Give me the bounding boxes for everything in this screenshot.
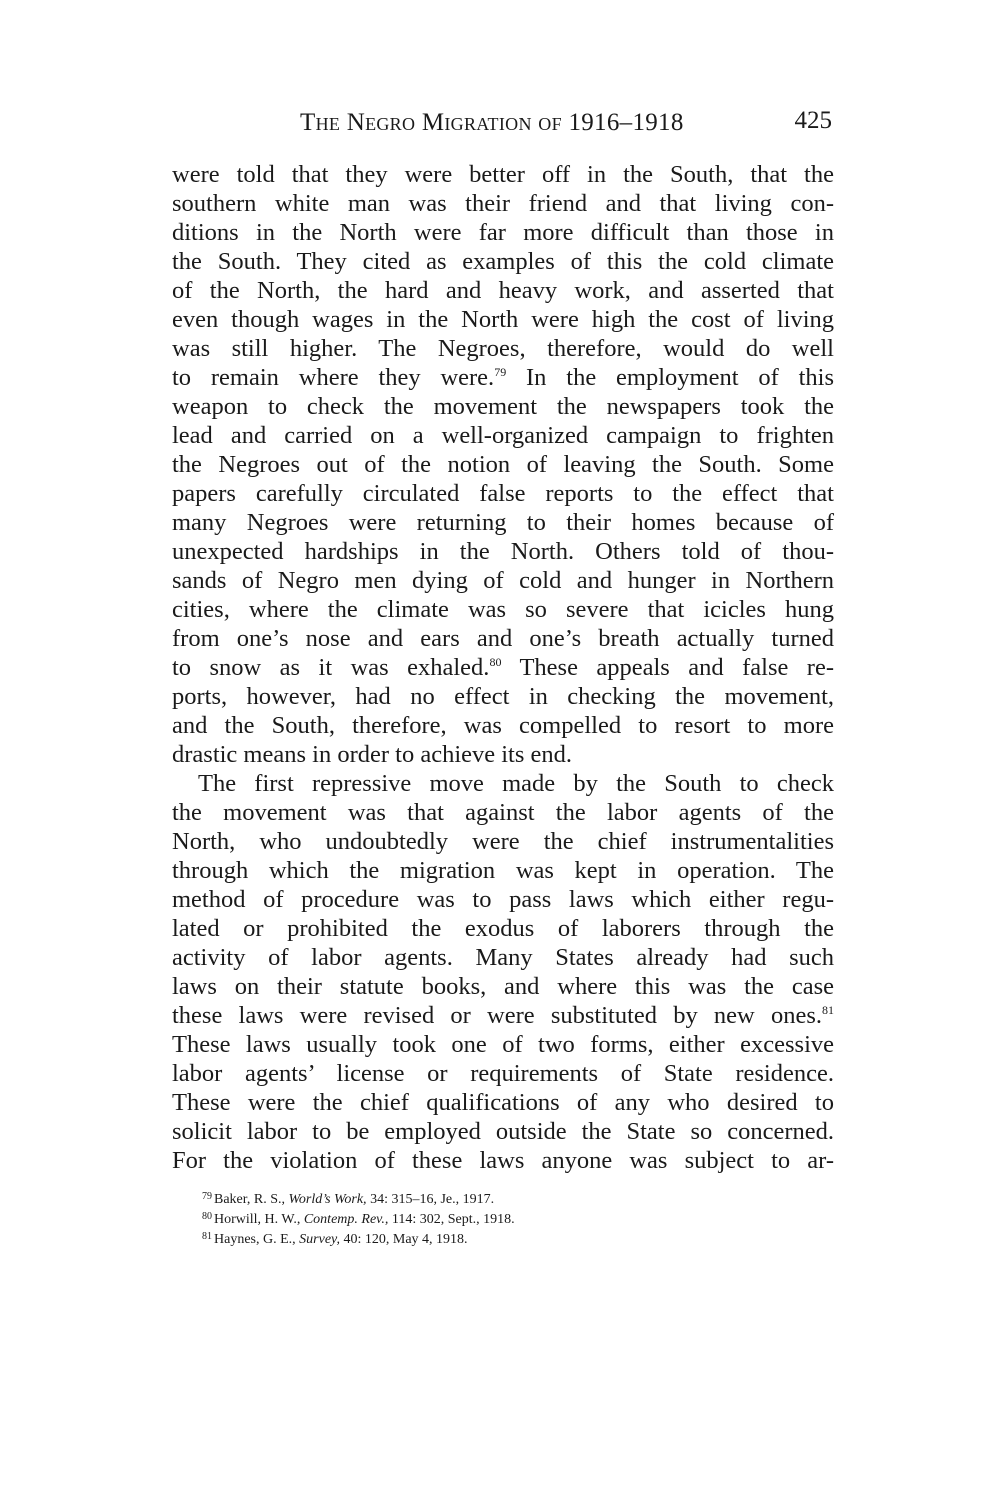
text-line: from one’s nose and ears and one’s breath actually turned: [172, 625, 834, 652]
text-line: solicit labor to be employed outside the State so concerned.: [172, 1118, 834, 1145]
text-line: was still higher. The Negroes, therefore, would do well: [172, 335, 834, 362]
footnote-number: 80: [202, 1211, 212, 1222]
running-title: The Negro Migration of 1916–1918: [300, 109, 684, 136]
text-line: the movement was that against the labor agents of the: [172, 799, 834, 826]
footnote-citation: 34: 315–16, Je., 1917.: [366, 1192, 495, 1207]
text-line: The first repressive move made by the South to check: [198, 770, 834, 797]
text-line: the Negroes out of the notion of leaving the South. Some: [172, 451, 834, 478]
text-line: laws on their statute books, and where this was the case: [172, 973, 834, 1000]
footnote-author: Horwill, H. W.,: [214, 1212, 304, 1227]
text-line: of the North, the hard and heavy work, and asserted that: [172, 277, 834, 304]
footnotes: [172, 1187, 834, 1247]
text-line: activity of labor agents. Many States already had such: [172, 944, 834, 971]
text-line: papers carefully circulated false reports to the effect that: [172, 480, 834, 507]
text-line: lated or prohibited the exodus of laborers through the: [172, 915, 834, 942]
footnote-80: [172, 1207, 834, 1227]
footnote-source-title: Contemp. Rev.,: [303, 1212, 389, 1227]
text-line: labor agents’ license or requirements of State residence.: [172, 1060, 834, 1087]
text-segment: these laws were revised or were substituted by new ones.: [172, 1002, 822, 1029]
footnote-author: Haynes, G. E.,: [214, 1232, 300, 1247]
text-line: These were the chief qualifications of any who desired to: [172, 1089, 834, 1116]
text-line: [172, 1001, 834, 1030]
footnote-citation: 40: 120, May 4, 1918.: [339, 1232, 468, 1247]
footnote-number: 81: [202, 1231, 212, 1242]
text-line: unexpected hardships in the North. Others told of thou-: [172, 538, 834, 565]
running-head: [172, 105, 834, 145]
footnote-source-title: World’s Work,: [288, 1192, 367, 1207]
text-segment: In the employment of this: [506, 364, 834, 391]
page-number: 425: [794, 107, 832, 134]
footnote-author: Baker, R. S.,: [214, 1192, 289, 1207]
text-segment: to snow as it was exhaled.: [172, 654, 490, 681]
footnote-ref-81[interactable]: 81: [822, 1003, 834, 1017]
text-line: lead and carried on a well-organized campaign to frighten: [172, 422, 834, 449]
text-line: cities, where the climate was so severe that icicles hung: [172, 596, 834, 623]
text-line: through which the migration was kept in operation. The: [172, 857, 834, 884]
text-line: were told that they were better off in the South, that the: [172, 161, 834, 188]
text-line: the South. They cited as examples of this the cold climate: [172, 248, 834, 275]
footnote-79: [172, 1187, 834, 1207]
text-line: and the South, therefore, was compelled to resort to more: [172, 712, 834, 739]
text-line: weapon to check the movement the newspapers took the: [172, 393, 834, 420]
text-line: many Negroes were returning to their homes because of: [172, 509, 834, 536]
body-text: [172, 160, 834, 1175]
footnote-ref-79[interactable]: 79: [494, 365, 507, 379]
text-line: [172, 363, 834, 392]
text-line: [172, 653, 834, 682]
footnote-81: [172, 1227, 834, 1247]
footnote-source-title: Survey,: [299, 1232, 340, 1247]
text-line: These laws usually took one of two forms, either excessive: [172, 1031, 834, 1058]
text-line: drastic means in order to achieve its end.: [172, 741, 573, 768]
footnote-number: 79: [202, 1191, 212, 1202]
text-line: ports, however, had no effect in checking the movement,: [172, 683, 834, 710]
text-line: southern white man was their friend and that living con-: [172, 190, 834, 217]
text-line: North, who undoubtedly were the chief instrumentalities: [172, 828, 834, 855]
text-line: even though wages in the North were high the cost of living: [172, 306, 834, 333]
text-line: sands of Negro men dying of cold and hunger in Northern: [172, 567, 834, 594]
text-segment: to remain where they were.: [172, 364, 495, 391]
footnote-citation: 114: 302, Sept., 1918.: [388, 1212, 515, 1227]
text-line: ditions in the North were far more difficult than those in: [172, 219, 834, 246]
text-segment: These appeals and false re-: [501, 654, 834, 681]
text-line: For the violation of these laws anyone was subject to ar-: [172, 1147, 834, 1174]
text-line: method of procedure was to pass laws which either regu-: [172, 886, 834, 913]
footnote-ref-80[interactable]: 80: [489, 655, 502, 669]
